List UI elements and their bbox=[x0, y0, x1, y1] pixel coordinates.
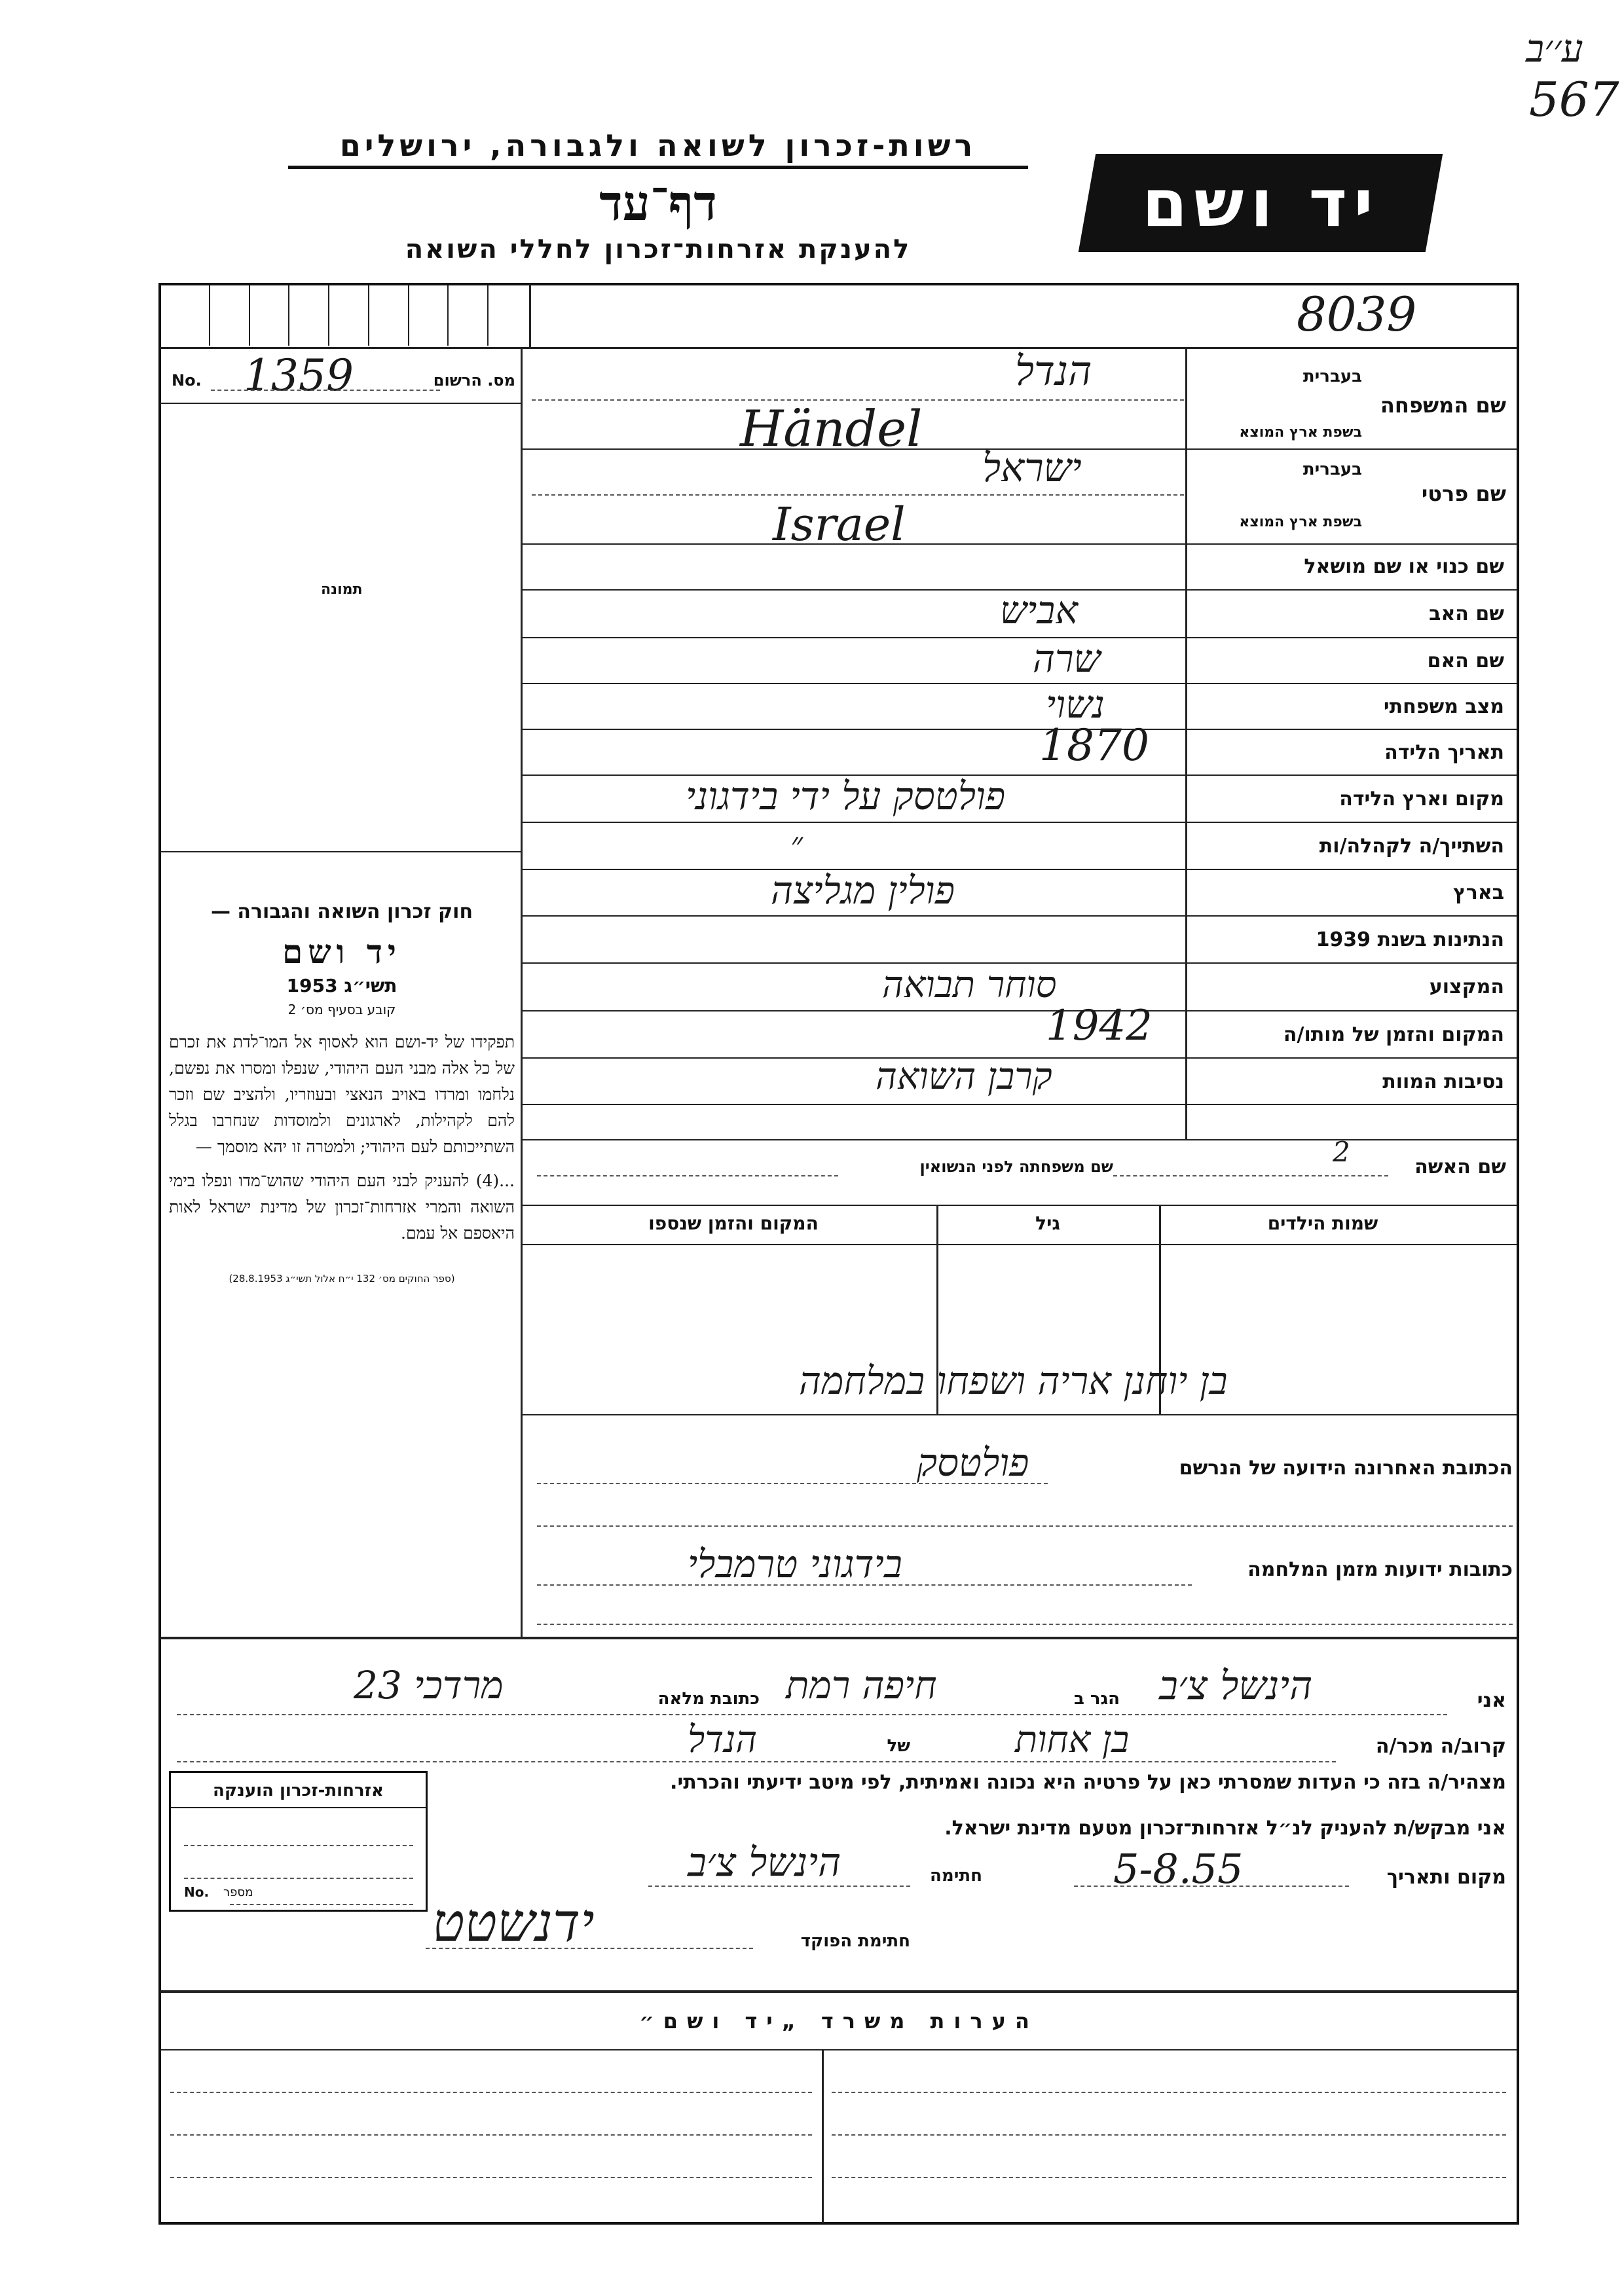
row-nationality-label: הנתינות בשנת 1939 bbox=[1316, 928, 1504, 951]
declaration-address-label: כתובת מלאה bbox=[657, 1689, 760, 1709]
given-name-origin-value: Israel bbox=[773, 498, 906, 551]
field-family-name-label: שם המשפחה bbox=[1380, 393, 1506, 418]
row-mother-label: שם האם bbox=[1427, 649, 1504, 672]
law-paragraph-2: ...(4) להעניק לבני העם היהודי שהוש־מדו ונפלו בימי השואה והמרי אזרחות־זכרון של מדינת ישראל לאות היאספם אל עמם. bbox=[169, 1171, 515, 1243]
remarks-title: הערות משרד „יד ושם״ bbox=[639, 2009, 1039, 2033]
declarant-name: הינשל צ׳ב bbox=[1159, 1663, 1313, 1709]
authority-title: רשות-זכרון לשואה ולגבורה, ירושלים bbox=[288, 128, 1028, 169]
law-org: יד ושם bbox=[282, 932, 401, 971]
corner-mark-top: ע׳׳ב bbox=[1526, 26, 1583, 71]
children-header-place: המקום והזמן שנספו bbox=[648, 1212, 819, 1234]
row-country-value: פולין מגליצה bbox=[771, 868, 955, 913]
officer-signature-label: חתימת הפוקד bbox=[800, 1931, 910, 1951]
wartime-addresses-label: כתובות ידועות מזמן המלחמה bbox=[1247, 1558, 1513, 1581]
declaration-residing-value: חיפה רמת bbox=[786, 1663, 937, 1707]
children-header-names: שמות הילדים bbox=[1267, 1212, 1378, 1234]
citizenship-box bbox=[169, 1771, 428, 1912]
row-alias-label: שם כנוי או שם מושאל bbox=[1304, 555, 1504, 578]
declaration-i-label: אני bbox=[1477, 1689, 1506, 1712]
yad-vashem-logo bbox=[1079, 154, 1443, 252]
declaration-signature-value: הינשל צ׳ב bbox=[688, 1840, 841, 1886]
person-details bbox=[522, 543, 1517, 1139]
wartime-addresses-value: בידגוני טרמבלי bbox=[688, 1542, 902, 1586]
declaration-statement-2: אני מבקש/ת להעניק לנ״ל אזרחות־זכרון מטעם מדינת ישראל. bbox=[944, 1817, 1506, 1840]
law-year: תשי״ג 1953 bbox=[286, 975, 397, 996]
row-circumstances-value: קרבן השואה bbox=[876, 1055, 1052, 1098]
registration-no-label: No. bbox=[172, 371, 202, 390]
declaration-residing-label: הגר ב bbox=[1073, 1689, 1120, 1709]
declaration-statement-1: מצהיר/ה בזה כי העדות שמסרתי כאן על פרטיה היא נכונה ואמיתית, לפי מיטב ידיעתי והכרתי. bbox=[670, 1771, 1506, 1794]
declaration-signature-label: חתימה bbox=[930, 1866, 982, 1886]
photo-label: תמונה bbox=[321, 581, 363, 598]
registration-number: 1359 bbox=[244, 350, 354, 401]
row-father-label: שם האב bbox=[1429, 602, 1504, 625]
row-marital-value: נשוי bbox=[1046, 682, 1105, 727]
row-circumstances-label: נסיבות המוות bbox=[1382, 1070, 1504, 1093]
law-citation: (ספר החוקים מס׳ 132 י״ח אלול תשי״ג 28.8.1953) bbox=[229, 1273, 455, 1285]
declaration-place-date-value: 5-8.55 bbox=[1113, 1845, 1244, 1893]
officer-signature-value: ידנשטט bbox=[432, 1892, 595, 1954]
logo-text: יד ושם bbox=[1141, 164, 1380, 242]
declaration-relative-label: קרוב/ה מכר/ה bbox=[1375, 1735, 1506, 1758]
children-header-age: גיל bbox=[1035, 1212, 1060, 1234]
declaration-of-value: הנדל bbox=[688, 1719, 758, 1761]
field-family-name-sub-origin: בשפת ארץ המוצא bbox=[1239, 424, 1362, 441]
remarks-divider bbox=[822, 2049, 824, 2223]
law-paragraph-1: תפקידו של יד-ושם הוא לאסוף אל המו־לדת את זכרם של כל אלה מבני העם היהודי, שנפלו ומסרו את נפשם, נלחמו ומרדו באויב הנאצי ובעוזריו, ולהציב שם וזכר להם לקהילות, לארגונים ולמוסדות שנחרבו בגלל השתייכותם לעם היהודי; ולמטרה זו יהא מוסמך — bbox=[169, 1032, 515, 1156]
row-country-label: בארץ bbox=[1452, 881, 1504, 904]
row-death-label: המקום והזמן של מותו/ה bbox=[1283, 1023, 1504, 1046]
family-name-origin-value: Händel bbox=[740, 399, 923, 458]
last-address-value: פולטסק bbox=[917, 1440, 1029, 1485]
citizenship-box-number-label: מספר bbox=[223, 1886, 253, 1899]
form-subtitle: להענקת אזרחות־זכרון לחללי השואה bbox=[405, 234, 912, 264]
field-given-name-sub-origin: בשפת ארץ המוצא bbox=[1239, 514, 1362, 530]
citizenship-box-no-label: No. bbox=[184, 1884, 210, 1900]
field-given-name-label: שם פרטי bbox=[1421, 481, 1506, 506]
row-community-value: ״ bbox=[790, 825, 803, 863]
given-name-hebrew-value: ישראל bbox=[982, 445, 1082, 491]
declaration-of-label: של bbox=[887, 1736, 910, 1756]
row-death-value: 1942 bbox=[1046, 1002, 1153, 1050]
row-mother-value: שרה bbox=[1033, 636, 1101, 681]
family-name-hebrew-value: הנדל bbox=[1015, 347, 1092, 395]
law-title: חוק זכרון השואה והגבורה — bbox=[210, 900, 473, 923]
citizenship-box-title: אזרחות-זכרון הוענקה bbox=[171, 1773, 426, 1808]
declaration-relative-value: בן אחות bbox=[1015, 1719, 1130, 1761]
row-profession-label: המקצוע bbox=[1429, 975, 1504, 998]
law-clause: קובע בסעיף מס׳ 2 bbox=[287, 1002, 396, 1017]
law-block bbox=[169, 900, 515, 1285]
file-number: 8039 bbox=[1297, 287, 1417, 342]
row-birthplace-value: פולטסק על ידי בידגוני bbox=[686, 774, 1006, 818]
wife-label: שם האשה bbox=[1414, 1156, 1506, 1178]
row-birthdate-label: תאריך הלידה bbox=[1384, 741, 1504, 764]
declaration-place-date-label: מקום ותאריך bbox=[1386, 1866, 1506, 1889]
registration-row bbox=[172, 350, 515, 401]
registration-label: מס. הרשום bbox=[433, 371, 515, 390]
top-boxes bbox=[170, 285, 527, 346]
wife-value: 2 bbox=[1333, 1136, 1350, 1168]
declaration-address-value: מרדכי 23 bbox=[354, 1663, 504, 1707]
row-profession-value: סוחר תבואה bbox=[882, 964, 1057, 1006]
row-birthplace-label: מקום וארץ הלידה bbox=[1339, 788, 1504, 811]
field-family-name-sub-hebrew: בעברית bbox=[1302, 367, 1362, 386]
row-father-value: אביש bbox=[1000, 588, 1079, 632]
wife-maiden-label: שם משפחתה לפני הנשואין bbox=[919, 1157, 1113, 1176]
form-title: דף־עד bbox=[599, 175, 717, 232]
row-marital-label: מצב משפחתי bbox=[1383, 695, 1504, 718]
last-address-label: הכתובת האחרונה הידועה של הנרשם bbox=[1179, 1457, 1513, 1480]
row-birthdate-value: 1870 bbox=[1039, 720, 1149, 771]
corner-mark-number: 567 bbox=[1529, 72, 1619, 127]
children-entry: בן יוחנן אריה ושפחו במלחמה bbox=[799, 1358, 1228, 1403]
row-community-label: השתייך/ה לקהלה/ות bbox=[1319, 835, 1504, 858]
field-given-name-sub-hebrew: בעברית bbox=[1302, 460, 1362, 479]
